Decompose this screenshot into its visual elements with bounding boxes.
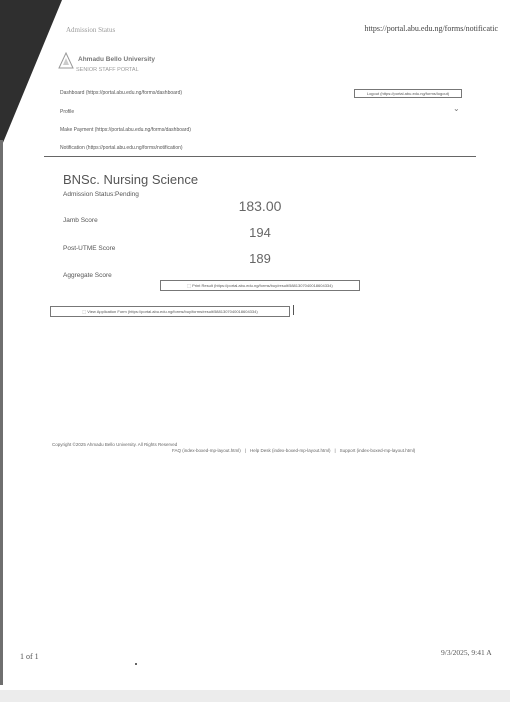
print-result-button[interactable]: ⬚ Print Result (https://portal.abu.edu.ng/forms/buy/result/5881307040018604334) (160, 280, 360, 291)
university-logo-icon[interactable] (58, 52, 74, 70)
jamb-score-label: Jamb Score (63, 217, 98, 224)
nav-link-dashboard[interactable]: Dashboard (https://portal.abu.edu.ng/forms/dashboard) (60, 90, 183, 96)
jamb-score-value: 194 (249, 225, 271, 240)
footer-link-support[interactable]: Support (index-boxed-mp-layout.html) (339, 448, 416, 453)
nav-link-notification[interactable]: Notification (https://portal.abu.edu.ng/forms/notification) (60, 145, 183, 151)
nav-link-profile[interactable]: Profile (60, 109, 75, 115)
text-cursor (293, 305, 294, 315)
footer-separator: | (244, 448, 246, 453)
print-page-url: https://portal.abu.edu.ng/forms/notificatic (364, 24, 498, 33)
copyright-text: Copyright ©2025 Ahmadu Bello University. All Rights Reserved (52, 442, 178, 447)
logout-button[interactable]: Logout (https://portal.abu.edu.ng/forms/logout) (354, 89, 462, 98)
footer-links (172, 448, 415, 453)
footer-separator: | (334, 448, 336, 453)
footer-link-help-desk[interactable]: Help Desk (index-boxed-mp-layout.html) (249, 448, 331, 453)
print-page-count: 1 of 1 (20, 652, 39, 661)
print-page-title: Admission Status (66, 26, 116, 34)
footer-link-faq[interactable]: FAQ (index-boxed-mp-layout.html) (172, 448, 241, 453)
post-utme-score-value: 189 (249, 251, 271, 266)
brand-tagline: SENIOR STAFF PORTAL (76, 67, 139, 73)
chevron-down-icon[interactable]: ⌄ (453, 104, 460, 113)
scan-shadow-corner (0, 0, 62, 150)
aggregate-score-label: Aggregate Score (63, 272, 112, 279)
header-divider (44, 156, 476, 157)
brand-name: Ahmadu Bello University (78, 56, 155, 63)
programme-title: BNSc. Nursing Science (63, 172, 199, 187)
post-utme-score-label: Post-UTME Score (63, 245, 116, 252)
admission-status: Admission Status:Pending (63, 191, 139, 198)
scan-speck (135, 663, 137, 665)
nav-link-make-payment[interactable]: Make Payment (https://portal.abu.edu.ng/forms/dashboard) (60, 127, 191, 133)
aggregate-value: 183.00 (238, 198, 282, 214)
scan-edge-bottom (0, 690, 510, 702)
scan-edge-left (0, 140, 3, 685)
print-datetime: 9/3/2025, 9:41 A (441, 648, 492, 657)
view-application-form-button[interactable]: ⬚ View Application Form (https://portal.abu.edu.ng/forms/buy/forms/result/5881307040018604334) (50, 306, 290, 317)
